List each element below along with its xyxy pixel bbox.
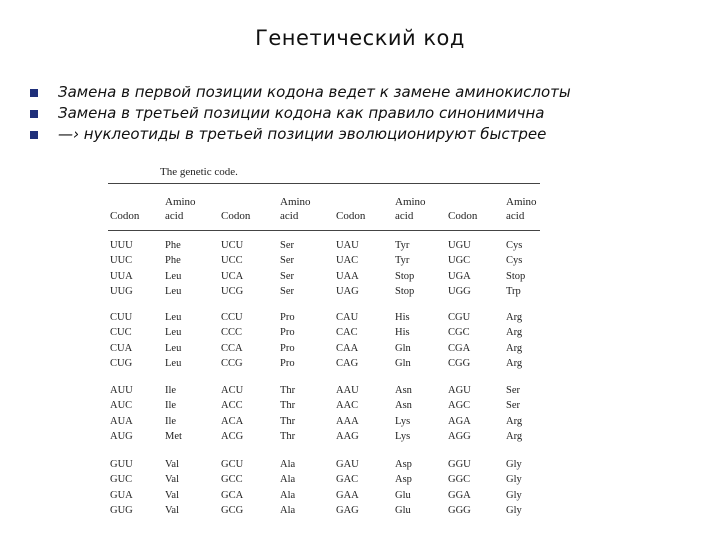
column-header-codon: Codon (448, 210, 478, 222)
codon-cell: ACA (221, 415, 244, 427)
codon-cell: AGU (448, 385, 471, 396)
amino-acid-cell: Thr (280, 415, 296, 427)
amino-acid-cell: Val (165, 489, 179, 501)
codon-cell: AGG (448, 430, 471, 442)
codon-cell: UAG (336, 285, 359, 297)
codon-cell: CCC (221, 327, 243, 339)
amino-acid-cell: Leu (165, 327, 182, 339)
codon-cell: AAG (336, 430, 359, 442)
amino-acid-cell: Stop (506, 270, 526, 282)
codon-cell: AUC (110, 400, 133, 412)
codon-cell: CGU (448, 312, 471, 323)
codon-cell: GGU (448, 459, 471, 470)
amino-acid-cell: Arg (506, 312, 523, 323)
square-bullet-icon (30, 131, 38, 139)
amino-acid-cell: Arg (506, 327, 523, 339)
amino-acid-cell: Val (165, 459, 179, 470)
amino-acid-cell: Cys (506, 255, 523, 267)
amino-acid-cell: Glu (395, 489, 411, 501)
amino-acid-cell: Leu (165, 342, 182, 354)
amino-acid-cell: Val (165, 474, 179, 486)
amino-acid-cell: Ala (280, 474, 296, 486)
amino-acid-cell: Pro (280, 342, 295, 354)
amino-acid-cell: Arg (506, 415, 523, 427)
codon-cell: AUG (110, 430, 133, 442)
column-header-amino-line1: Amino (395, 196, 426, 208)
slide-title: Генетический код (255, 26, 465, 50)
amino-acid-cell: Lys (395, 415, 411, 427)
square-bullet-icon (30, 110, 38, 118)
amino-acid-cell: Ala (280, 459, 296, 470)
amino-acid-cell: Pro (280, 312, 295, 323)
codon-cell: CAC (336, 327, 358, 339)
amino-acid-cell: Cys (506, 240, 523, 251)
codon-cell: CAU (336, 312, 359, 323)
amino-acid-cell: Tyr (395, 255, 410, 267)
amino-acid-cell: Ser (280, 240, 294, 251)
codon-cell: UCG (221, 285, 244, 297)
codon-cell: AUA (110, 415, 133, 427)
column-header-amino-line1: Amino (280, 196, 311, 208)
column-header-codon: Codon (336, 210, 366, 222)
amino-acid-cell: Pro (280, 357, 295, 369)
amino-acid-cell: Asp (395, 459, 412, 470)
column-header-amino-line2: acid (280, 210, 299, 222)
codon-cell: CAA (336, 342, 359, 354)
table-header-rule (108, 230, 540, 231)
table-top-rule (108, 183, 540, 184)
codon-cell: GCA (221, 489, 244, 501)
amino-acid-cell: Phe (165, 255, 181, 267)
amino-acid-cell: Stop (395, 285, 415, 297)
codon-cell: GUU (110, 459, 133, 470)
codon-cell: UAC (336, 255, 359, 267)
amino-acid-cell: His (395, 312, 410, 323)
codon-cell: GAA (336, 489, 359, 501)
amino-acid-cell: Met (165, 430, 182, 442)
codon-cell: UGA (448, 270, 471, 282)
codon-cell: UGU (448, 240, 471, 251)
amino-acid-cell: Asp (395, 474, 412, 486)
bullet-item (30, 82, 710, 103)
column-header-amino-line1: Amino (165, 196, 196, 208)
column-header-amino-line2: acid (165, 210, 184, 222)
bullet-text: —› нуклеотиды в третьей позиции эволюционируют быстрее (58, 125, 547, 143)
genetic-code-table-figure (108, 162, 548, 522)
amino-acid-cell: Leu (165, 357, 182, 369)
codon-cell: ACG (221, 430, 244, 442)
codon-cell: AAC (336, 400, 359, 412)
amino-acid-cell: Thr (280, 430, 296, 442)
codon-cell: GCC (221, 474, 243, 486)
codon-cell: UGC (448, 255, 471, 267)
amino-acid-cell: Gly (506, 459, 522, 470)
codon-cell: AUU (110, 385, 133, 396)
amino-acid-cell: Arg (506, 357, 523, 369)
bullet-text: Замена в первой позиции кодона ведет к замене аминокислоты (58, 83, 571, 101)
codon-cell: GGG (448, 504, 471, 516)
codon-cell: UAU (336, 240, 359, 251)
codon-cell: CUC (110, 327, 132, 339)
amino-acid-cell: His (395, 327, 410, 339)
codon-cell: GUA (110, 489, 133, 501)
amino-acid-cell: Thr (280, 385, 296, 396)
amino-acid-cell: Arg (506, 342, 523, 354)
codon-cell: CUA (110, 342, 133, 354)
codon-cell: GGA (448, 489, 471, 501)
codon-cell: UCC (221, 255, 243, 267)
codon-cell: CUG (110, 357, 133, 369)
codon-cell: UCA (221, 270, 244, 282)
codon-cell: AGC (448, 400, 471, 412)
amino-acid-cell: Gln (395, 357, 411, 369)
codon-cell: UAA (336, 270, 359, 282)
bullet-list (30, 82, 710, 145)
codon-cell: CGA (448, 342, 471, 354)
bullet-item (30, 103, 710, 124)
codon-cell: CCA (221, 342, 243, 354)
amino-acid-cell: Val (165, 504, 179, 516)
amino-acid-cell: Ser (280, 255, 294, 267)
amino-acid-cell: Ile (165, 385, 177, 396)
codon-cell: AAU (336, 385, 359, 396)
amino-acid-cell: Ala (280, 489, 296, 501)
codon-cell: AAA (336, 415, 359, 427)
amino-acid-cell: Gly (506, 489, 522, 501)
column-header-codon: Codon (221, 210, 251, 222)
amino-acid-cell: Stop (395, 270, 415, 282)
codon-cell: GAC (336, 474, 359, 486)
amino-acid-cell: Leu (165, 312, 182, 323)
amino-acid-cell: Gly (506, 504, 522, 516)
column-header-amino-line2: acid (506, 210, 525, 222)
codon-cell: GCG (221, 504, 244, 516)
bullet-item (30, 124, 710, 145)
codon-cell: UGG (448, 285, 471, 297)
amino-acid-cell: Leu (165, 270, 182, 282)
codon-cell: CCG (221, 357, 243, 369)
amino-acid-cell: Phe (165, 240, 181, 251)
amino-acid-cell: Ala (280, 504, 296, 516)
amino-acid-cell: Gly (506, 474, 522, 486)
amino-acid-cell: Thr (280, 400, 296, 412)
codon-cell: UUA (110, 270, 133, 282)
column-header-codon: Codon (110, 210, 140, 222)
bullet-text: Замена в третьей позиции кодона как правило синонимична (58, 104, 545, 122)
amino-acid-cell: Pro (280, 327, 295, 339)
codon-cell: CUU (110, 312, 133, 323)
square-bullet-icon (30, 89, 38, 97)
column-header-amino-line2: acid (395, 210, 414, 222)
amino-acid-cell: Asn (395, 385, 412, 396)
codon-cell: GCU (221, 459, 244, 470)
codon-cell: GGC (448, 474, 471, 486)
codon-cell: ACC (221, 400, 243, 412)
figure-caption: The genetic code. (160, 166, 238, 178)
codon-cell: CCU (221, 312, 243, 323)
codon-cell: UUG (110, 285, 133, 297)
column-header-amino-line1: Amino (506, 196, 537, 208)
codon-cell: GAU (336, 459, 359, 470)
amino-acid-cell: Tyr (395, 240, 410, 251)
codon-cell: AGA (448, 415, 471, 427)
codon-cell: CGC (448, 327, 470, 339)
amino-acid-cell: Ser (280, 285, 294, 297)
codon-cell: GAG (336, 504, 359, 516)
amino-acid-cell: Ser (506, 400, 520, 412)
amino-acid-cell: Gln (395, 342, 411, 354)
amino-acid-cell: Ser (506, 385, 520, 396)
codon-cell: ACU (221, 385, 244, 396)
amino-acid-cell: Ser (280, 270, 294, 282)
codon-cell: UCU (221, 240, 244, 251)
codon-cell: CAG (336, 357, 359, 369)
amino-acid-cell: Lys (395, 430, 411, 442)
amino-acid-cell: Ile (165, 415, 177, 427)
codon-cell: UUU (110, 240, 133, 251)
amino-acid-cell: Glu (395, 504, 411, 516)
amino-acid-cell: Trp (506, 285, 521, 297)
codon-cell: UUC (110, 255, 133, 267)
amino-acid-cell: Asn (395, 400, 412, 412)
amino-acid-cell: Ile (165, 400, 177, 412)
amino-acid-cell: Leu (165, 285, 182, 297)
codon-cell: GUG (110, 504, 133, 516)
codon-cell: GUC (110, 474, 133, 486)
amino-acid-cell: Arg (506, 430, 523, 442)
codon-cell: CGG (448, 357, 471, 369)
